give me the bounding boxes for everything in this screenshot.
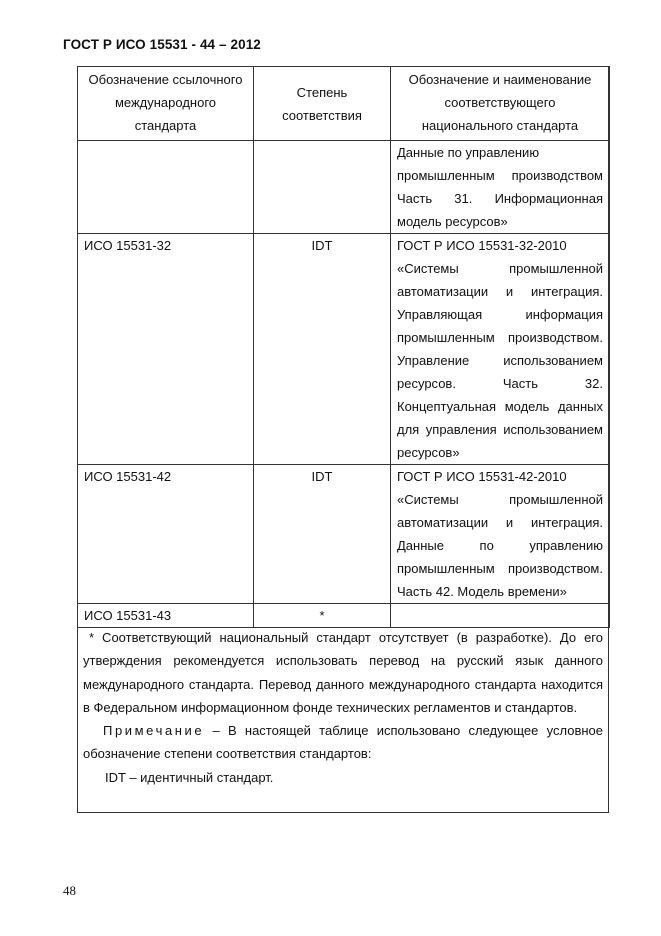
note-label: Примечание	[103, 723, 205, 739]
cell-ref-standard	[78, 234, 254, 465]
col-header-ref-line: международного	[114, 95, 217, 110]
idt-definition: IDT – идентичный стандарт.	[105, 769, 274, 785]
national-standard-line: ГОСТ Р ИСО 15531-42-2010	[397, 469, 567, 484]
ref-standard-text: ИСО 15531-43	[84, 608, 172, 623]
national-standard-line: промышленным производством.	[397, 561, 603, 576]
cell-national-standard	[391, 234, 610, 465]
national-standard-line: автоматизации и интеграция.	[397, 284, 603, 299]
col-header-ref-line: стандарта	[134, 118, 197, 133]
footnote-text: * Соответствующий национальный стандарт отсутствует (в разработке). До его утверждения рекомендуется использовать перевод на русский язык данного международного стандарта. Перевод данного международного стандарта находится в Федеральном информационном фонде технических регламентов и стандартов.	[83, 630, 603, 715]
col-header-degree-line: Степень	[296, 85, 348, 100]
col-header-ref-line: Обозначение ссылочного	[88, 72, 243, 87]
national-standard-line: модель ресурсов»	[397, 214, 508, 229]
table-row	[78, 141, 610, 234]
national-standard-line: промышленным производством	[397, 168, 603, 183]
national-standard-line: Данные по управлению	[397, 538, 603, 553]
national-standard-text	[391, 141, 609, 233]
cell-national-standard	[391, 465, 610, 604]
col-header-degree	[254, 67, 391, 141]
cell-ref-standard	[78, 604, 254, 628]
page-number: 48	[63, 883, 76, 898]
document-header: ГОСТ Р ИСО 15531 - 44 – 2012	[63, 37, 261, 52]
cell-ref-standard	[78, 141, 254, 234]
national-standard-line: промышленным производством.	[397, 330, 603, 345]
cell-national-standard	[391, 604, 610, 628]
col-header-national-line: национального стандарта	[421, 118, 579, 133]
ref-standard-text: ИСО 15531-42	[84, 469, 172, 484]
national-standard-line: Часть 31. Информационная	[397, 191, 603, 206]
national-standard-text	[391, 234, 609, 464]
table-row	[78, 604, 610, 628]
national-standard-line: Управляющая информация	[397, 307, 603, 322]
cell-national-standard	[391, 141, 610, 234]
cell-degree	[254, 465, 391, 604]
col-header-degree-line: соответствия	[282, 108, 362, 123]
national-standard-line: Управление использованием	[397, 353, 603, 368]
national-standard-line: Данные по управлению	[397, 145, 540, 160]
table-row	[78, 465, 610, 604]
national-standard-line: «Системы промышленной	[397, 261, 603, 276]
col-header-ref	[78, 67, 254, 141]
col-header-national-line: Обозначение и наименование	[408, 72, 592, 87]
national-standard-line: ресурсов. Часть 32.	[397, 376, 603, 391]
col-header-national-line: соответствующего	[444, 95, 556, 110]
cell-degree	[254, 604, 391, 628]
degree-text: IDT	[311, 469, 333, 484]
degree-text: *	[319, 608, 325, 623]
ref-standard-text: ИСО 15531-32	[84, 238, 172, 253]
note-paragraph	[83, 719, 603, 766]
table-row	[78, 234, 610, 465]
cell-degree	[254, 234, 391, 465]
national-standard-line: ресурсов»	[397, 445, 460, 460]
col-header-national	[391, 67, 610, 141]
national-standard-line: ГОСТ Р ИСО 15531-32-2010	[397, 238, 567, 253]
national-standard-line: Концептуальная модель данных	[397, 399, 603, 414]
national-standard-line: для управления использованием	[397, 422, 603, 437]
national-standard-line: Часть 42. Модель времени»	[397, 584, 567, 599]
cell-degree	[254, 141, 391, 234]
national-standard-text	[391, 465, 609, 603]
national-standard-line: «Системы промышленной	[397, 492, 603, 507]
table-header-row	[78, 67, 610, 141]
standards-table	[77, 66, 610, 628]
note-text: – В настоящей таблице использовано следующее условное обозначение степени соответствия стандартов:	[83, 723, 603, 762]
cell-ref-standard	[78, 465, 254, 604]
table-notes	[83, 626, 603, 789]
national-standard-line: автоматизации и интеграция.	[397, 515, 603, 530]
degree-text: IDT	[311, 238, 333, 253]
